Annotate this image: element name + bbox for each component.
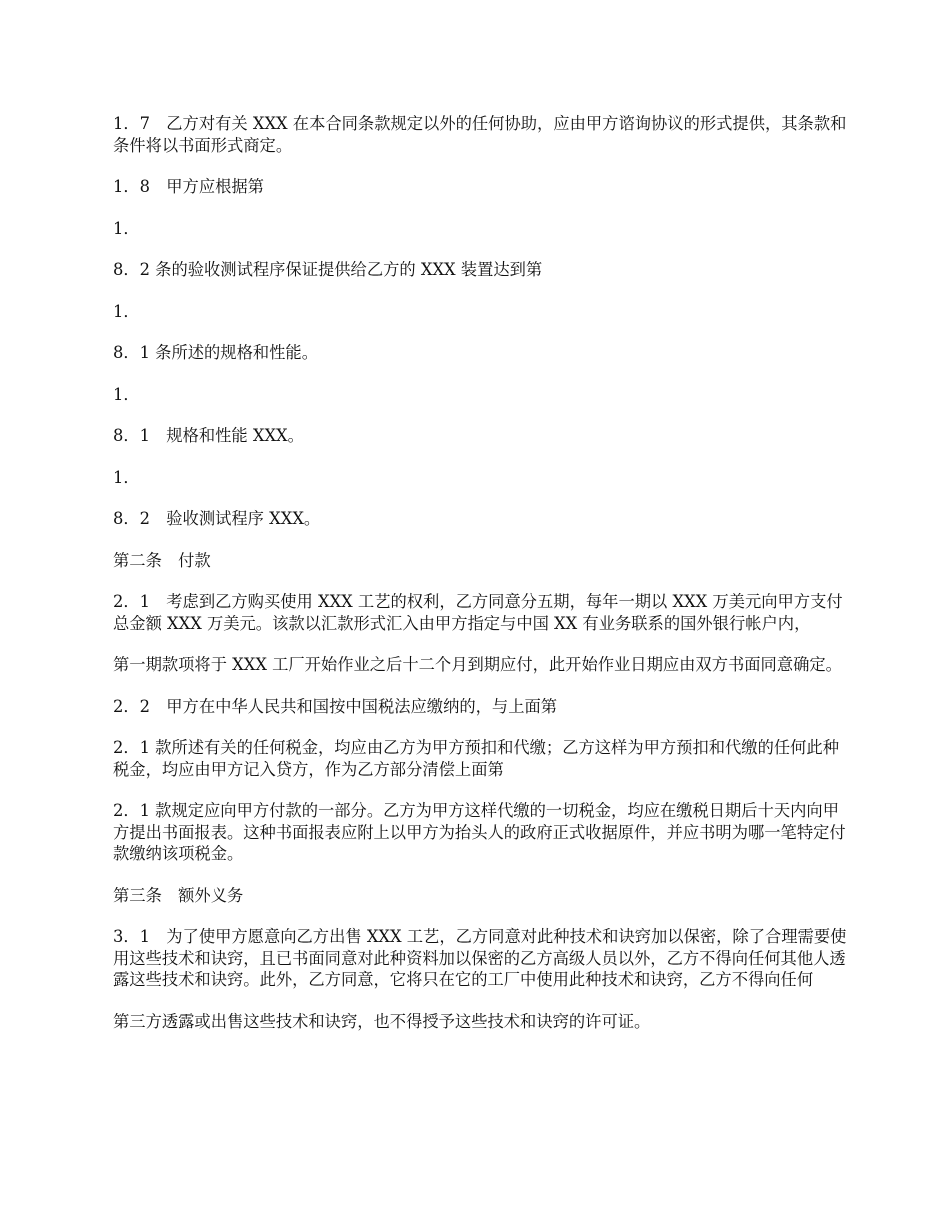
heading-article-2: 第二条 付款 <box>113 550 211 570</box>
paragraph-1-7: 1．7 乙方对有关 XXX 在本合同条款规定以外的任何协助，应由甲方谘询协议的形式提供，其条款和条件将以书面形式商定。 <box>113 114 847 155</box>
heading-article-3: 第三条 额外义务 <box>113 885 244 905</box>
paragraph-2-1-payment-part: 2．1 款规定应向甲方付款的一部分。乙方为甲方这样代缴的一切税金，均应在缴税日期后十天内向甲方提出书面报表。这种书面报表应附上以甲方为抬头人的政府正式收据原件，并应书明为哪一笔特定付款缴纳该项税金。 <box>113 801 846 863</box>
paragraph-first-installment: 第一期款项将于 XXX 工厂开始作业之后十二个月到期应付，此开始作业日期应由双方书面同意确定。 <box>113 655 842 674</box>
paragraph-8-1-specs: 8．1 规格和性能 XXX。 <box>113 426 304 445</box>
paragraph-1-8: 1．8 甲方应根据第 <box>113 177 264 196</box>
paragraph-2-2: 2．2 甲方在中华人民共和国按中国税法应缴纳的，与上面第 <box>113 696 558 716</box>
paragraph-fragment: 1． <box>113 384 140 404</box>
paragraph-3-1: 3．1 为了使甲方愿意向乙方出售 XXX 工艺，乙方同意对此种技术和诀窍加以保密，除了合理需要使用这些技术和诀窍，且已书面同意对此种资料加以保密的乙方高级人员以外，乙方不得向任何其他人透露这些技术和诀窍。此外，乙方同意，它将只在它的工厂中使用此种技术和诀窍，乙方不得向任何 <box>113 927 847 989</box>
paragraph-fragment: 1． <box>113 301 140 321</box>
paragraph-third-party: 第三方透露或出售这些技术和诀窍，也不得授予这些技术和诀窍的许可证。 <box>113 1011 651 1031</box>
paragraph-2-1: 2．1 考虑到乙方购买使用 XXX 工艺的权利，乙方同意分五期，每年一期以 XXX 万美元向甲方支付总金额 XXX 万美元。该款以汇款形式汇入由甲方指定与中国 XX 有业务联系的国外银行帐户内， <box>113 592 843 633</box>
paragraph-fragment: 1． <box>113 467 140 487</box>
document-body <box>113 113 848 1052</box>
paragraph-8-1-reference: 8．1 条所述的规格和性能。 <box>113 343 318 362</box>
paragraph-8-2-acceptance: 8．2 验收测试程序 XXX。 <box>113 509 321 528</box>
paragraph-8-2-reference: 8．2 条的验收测试程序保证提供给乙方的 XXX 装置达到第 <box>113 260 543 279</box>
paragraph-fragment: 1． <box>113 218 140 238</box>
paragraph-2-1-taxes: 2．1 款所述有关的任何税金，均应由乙方为甲方预扣和代缴；乙方这样为甲方预扣和代缴的任何此种税金，均应由甲方记入贷方，作为乙方部分清偿上面第 <box>113 738 839 779</box>
